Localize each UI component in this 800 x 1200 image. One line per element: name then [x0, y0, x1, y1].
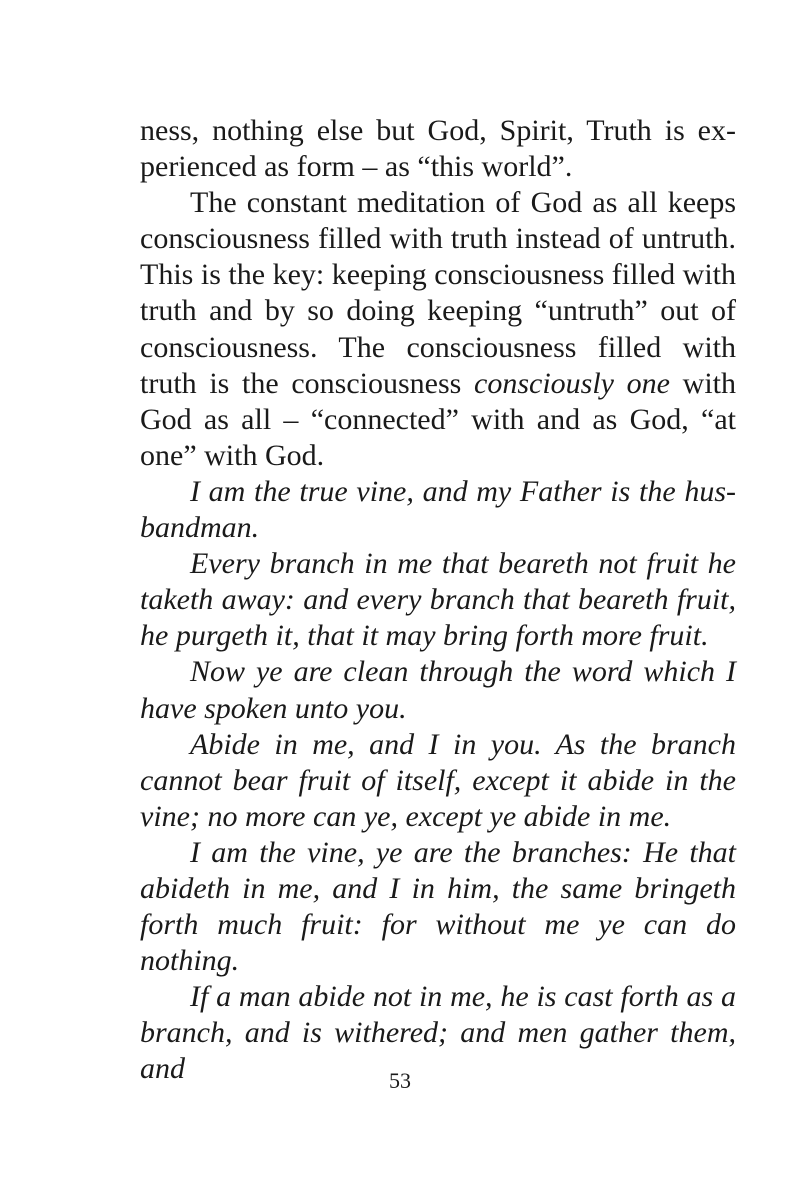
- paragraph-text: The constant meditation of God as all keeps consciousness filled with truth instead of untruth. This is the key: keeping consciousness filled with truth and by so doing keeping “untruth” out of consciousness. The consciousness filled with truth is the consciousness: [140, 186, 736, 400]
- paragraph-continuation: ness, nothing else but God, Spirit, Truth is experienced as form – as “this world”.: [140, 114, 736, 184]
- scripture-verse: I am the vine, ye are the branches: He that abideth in me, and I in him, the same bringeth forth much fruit: for without me ye can do nothing.: [140, 835, 736, 978]
- scripture-verse: Every branch in me that beareth not fruit he taketh away: and every branch that beareth fruit, he purgeth it, that it may bring forth more fruit.: [140, 547, 736, 653]
- scripture-verse: I am the true vine, and my Father is the husbandman.: [140, 474, 736, 545]
- scripture-verse: If a man abide not in me, he is cast forth as a branch, and is withered; and men gather them, and: [140, 980, 736, 1086]
- paragraph-meditation: [140, 185, 736, 474]
- scripture-verse: Now ye are clean through the word which I have spoken unto you.: [140, 655, 736, 725]
- scripture-verse: Abide in me, and I in you. As the branch cannot bear fruit of itself, except it abide in the vine; no more can ye, except ye abide in me.: [140, 727, 736, 833]
- page-number: 53: [389, 1068, 411, 1093]
- page-body: [140, 113, 736, 1088]
- emphasis-text: consciously one: [474, 366, 670, 400]
- paragraph-text: with God as all – “connected” with and as God, “at one” with God.: [140, 366, 736, 472]
